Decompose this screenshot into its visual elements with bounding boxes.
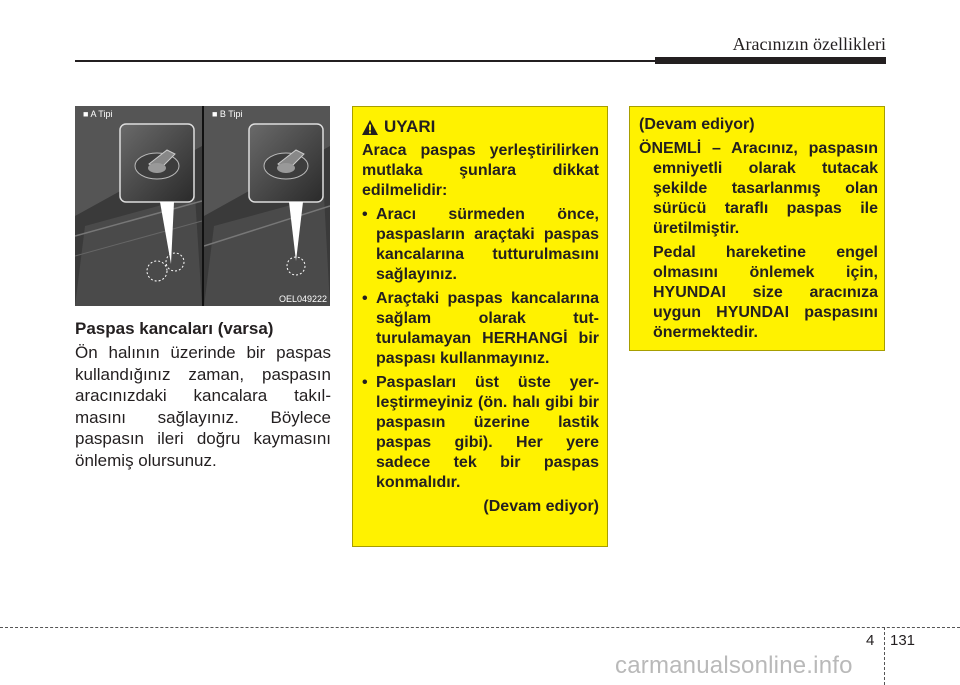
page-number: 131 <box>890 632 916 649</box>
warning-box <box>352 106 608 547</box>
section-body: Ön halının üzerinde bir paspas kullandığınız zaman, paspasın aracınızdaki kancalara takılmasını sağlayınız. Böylece paspasın ileri doğru kaymasını önlemiş olursunuz. <box>75 343 331 470</box>
bullet: • <box>362 290 368 307</box>
warning-item-text: Paspasları üst üste yerleştirmeyiniz (ön. halı gibi bir paspasın üzerine lastik paspas gibi). Her yere sadece tek bir paspas konmalıdır. <box>376 374 599 491</box>
warning-item-text: Aracı sürmeden önce, paspasların araçtaki paspas kancalarına tutturulmasını sağlayınız. <box>376 206 599 283</box>
bullet: • <box>362 206 368 223</box>
important-note-box <box>629 106 885 351</box>
figure-panel-type-a <box>75 106 202 306</box>
header-bar <box>655 57 886 64</box>
warning-continued: (Devam ediyor) <box>483 498 599 515</box>
warning-heading-text: UYARI <box>384 117 436 136</box>
page-chapter: 4 <box>866 632 875 649</box>
note-important: ÖNEMLİ – Aracınız, paspasın emniyetli olarak tutacak şekilde tasarlanmış olan sürücü taraflı paspas ile üretilmiştir. <box>639 140 878 237</box>
floor-mat-hook-b-illustration <box>204 106 330 306</box>
note-continued: (Devam ediyor) <box>639 116 755 133</box>
warning-item-text: Araçtaki paspas kancalarına sağlam olarak tutturulamayan HERHANGİ bir paspası kullanmayınız. <box>376 290 599 367</box>
note-paragraph: Pedal hareketine engel olmasını önlemek için, HYUNDAI size aracınıza uygun HYUNDAI paspasını önermektedir. <box>653 244 878 341</box>
header-title: Aracınızın özellikleri <box>732 34 886 54</box>
watermark: carmanualsonline.info <box>615 652 853 679</box>
warning-heading <box>362 117 599 137</box>
header-rule <box>75 60 657 62</box>
floor-mat-hook-a-illustration <box>75 106 202 306</box>
footer-rule <box>0 627 960 628</box>
bullet: • <box>362 374 368 391</box>
section-title: Paspas kancaları (varsa) <box>75 319 274 338</box>
warning-item <box>362 205 599 285</box>
warning-item <box>362 373 599 493</box>
figure-label-type-a: ■ A Tipi <box>83 109 113 119</box>
warning-triangle-icon <box>362 120 378 135</box>
warning-list <box>362 205 599 493</box>
figure-label-type-b: ■ B Tipi <box>212 109 243 119</box>
floor-mat-hook-figure <box>75 106 330 306</box>
warning-item <box>362 289 599 369</box>
warning-intro: Araca paspas yerleştirilirken mutlaka şunlara dikkat edilmelidir: <box>362 142 599 199</box>
figure-code: OEL049222 <box>278 294 327 304</box>
footer-divider <box>884 627 885 685</box>
figure-panel-type-b <box>204 106 330 306</box>
